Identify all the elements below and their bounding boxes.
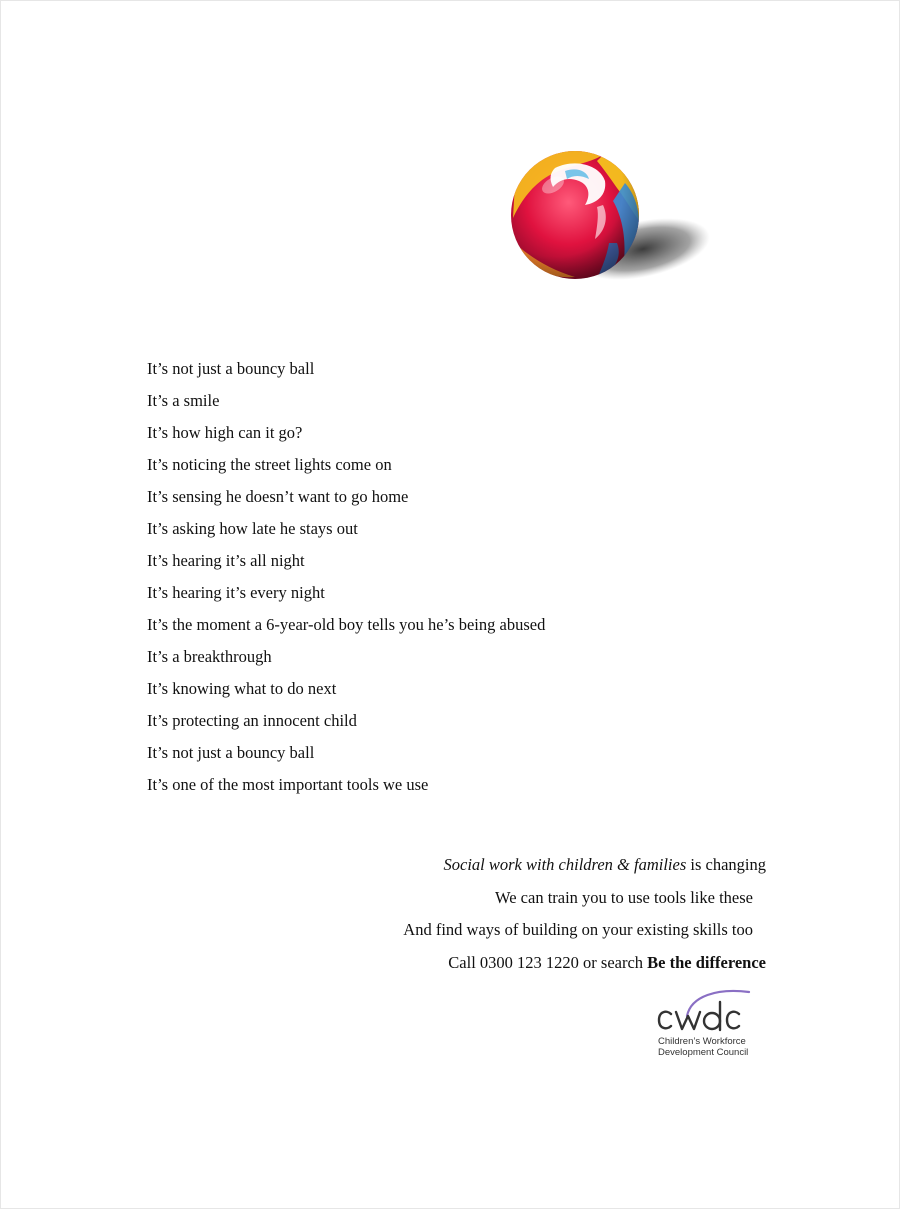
logo-subtitle	[658, 1036, 748, 1058]
poem-line: It’s one of the most important tools we use	[147, 775, 429, 794]
poem-line: It’s asking how late he stays out	[147, 519, 358, 538]
poem-line: It’s hearing it’s all night	[147, 551, 305, 570]
poem-line: It’s hearing it’s every night	[147, 583, 325, 602]
call-to-action-text: Call 0300 123 1220 or search	[448, 952, 648, 972]
closing-line-1	[403, 849, 766, 882]
poem	[147, 353, 545, 801]
closing-italic-phrase: Social work with children & families	[443, 855, 687, 874]
closing-line-2: We can train you to use tools like these	[494, 887, 753, 907]
closing-line-3: And find ways of building on your existing skills too	[403, 920, 753, 939]
logo-subtitle-line-2: Development Council	[658, 1047, 749, 1058]
closing-line-1-rest: is changing	[686, 855, 766, 874]
cwdc-wordmark-icon	[657, 988, 757, 1034]
poem-line: It’s the moment a 6-year-old boy tells you he’s being abused	[147, 615, 546, 634]
poem-line: It’s knowing what to do next	[147, 679, 337, 698]
bouncy-ball-icon	[505, 143, 715, 293]
poem-line: It’s a breakthrough	[147, 647, 272, 666]
closing-line-4	[403, 947, 766, 980]
cwdc-logo	[657, 988, 767, 1063]
closing-message	[403, 849, 766, 979]
poem-line: It’s how high can it go?	[147, 423, 303, 442]
poem-line: It’s not just a bouncy ball	[147, 743, 315, 762]
poem-line: It’s a smile	[147, 391, 220, 410]
poem-line: It’s not just a bouncy ball	[147, 359, 315, 378]
search-term: Be the difference	[647, 952, 766, 972]
poem-line: It’s noticing the street lights come on	[147, 455, 392, 474]
logo-subtitle-line-1: Children’s Workforce	[658, 1036, 746, 1047]
poem-line: It’s sensing he doesn’t want to go home	[147, 487, 409, 506]
bouncy-ball-illustration	[505, 143, 715, 293]
poem-line: It’s protecting an innocent child	[147, 711, 357, 730]
